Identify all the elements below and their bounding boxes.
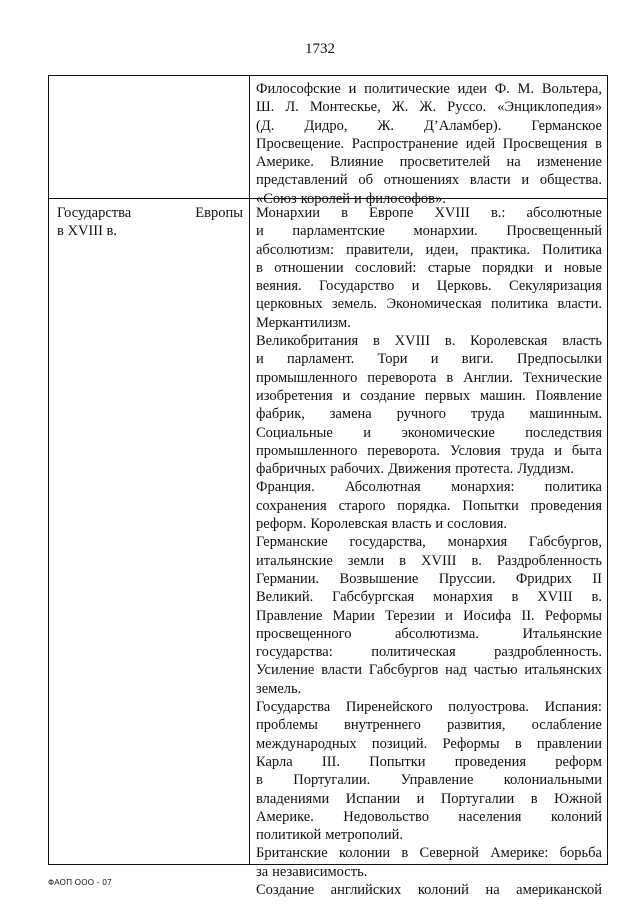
content-line: просвещенного абсолютизма. Итальянские (256, 625, 602, 642)
content-line: за независимость. (256, 863, 368, 880)
content-line: Великобритания в XVIII в. Королевская власть (256, 333, 602, 350)
content-line: представлений об отношениях власти и общества. (256, 172, 602, 189)
content-line: Правление Марии Терезии и Иосифа II. Реформы (256, 607, 602, 624)
content-line: веяния. Государство и Церковь. Секуляризация (256, 278, 602, 295)
content-line: политикой метрополий. (256, 827, 404, 844)
content-line: государства: политическая раздробленность. (256, 644, 602, 661)
row-2-content-cell (256, 204, 602, 899)
content-line: Америке. Влияние просветителей на изменение (256, 154, 602, 171)
topic-line: в XVIII в. (57, 223, 117, 240)
content-line: церковных земель. Экономическая политика власти. (256, 296, 602, 313)
column-divider (249, 76, 250, 864)
footer-document-code: ФАОП ООО - 07 (48, 878, 112, 887)
content-line: абсолютизм: правители, идеи, практика. Политика (256, 241, 602, 258)
content-line: промышленного переворота в Англии. Технические (256, 369, 602, 386)
content-line: Великий. Габсбургская монархия в XVIII в. (256, 589, 602, 606)
content-line: изобретения и создание первых машин. Появление (256, 387, 602, 404)
content-line: Франция. Абсолютная монархия: политика (256, 479, 602, 496)
content-line: земель. (256, 680, 302, 697)
content-line: итальянские земли в XVIII в. Раздробленность (256, 552, 602, 569)
content-line: Усиление власти Габсбургов над частью итальянских (256, 662, 602, 679)
content-line: Государства Пиренейского полуострова. Испания: (256, 699, 602, 716)
content-line: фабричных рабочих. Движения протеста. Луддизм. (256, 461, 574, 478)
content-line: Меркантилизм. (256, 314, 351, 331)
content-line: Америке. Недовольство населения колоний (256, 808, 602, 825)
content-line: владениями Испании и Португалии в Южной (256, 790, 602, 807)
content-line: реформ. Королевская власть и сословия. (256, 516, 508, 533)
content-line: сохранения старого порядка. Попытки проведения (256, 497, 602, 514)
content-line: «Союз королей и философов». (256, 190, 446, 207)
content-line: и парламентские монархии. Просвещенный (256, 223, 602, 240)
content-line: в отношении сословий: старые порядки и новые (256, 259, 602, 276)
page-number: 1732 (305, 41, 335, 57)
content-line: проблемы внутреннего развития, ослабление (256, 717, 602, 734)
row-2-topic-cell (57, 204, 243, 241)
content-line: Социальные и экономические последствия (256, 424, 602, 441)
topic-line: Государства Европы (57, 205, 243, 221)
content-line: в Португалии. Управление колониальными (256, 772, 602, 789)
content-line: Ш. Л. Монтескье, Ж. Ж. Руссо. «Энциклопедия» (256, 99, 602, 116)
content-line: Британские колонии в Северной Америке: борьба (256, 845, 602, 862)
content-line: промышленного переворота. Условия труда и быта (256, 442, 602, 459)
content-line: и парламент. Тори и виги. Предпосылки (256, 351, 602, 368)
content-line: международных позиций. Реформы в правлении (256, 735, 602, 752)
content-line: Германские государства, монархия Габсбургов, (256, 534, 602, 551)
row-1-content-cell (256, 80, 602, 208)
content-line: Философские и политические идеи Ф. М. Вольтера, (256, 81, 602, 97)
content-line: Карла III. Попытки проведения реформ (256, 753, 602, 770)
content-line: Просвещение. Распространение идей Просвещения в (256, 135, 602, 152)
content-line: Создание английских колоний на американской (256, 881, 602, 898)
content-line: (Д. Дидро, Ж. Д’Аламбер). Германское (256, 117, 602, 134)
content-line: Германии. Возвышение Пруссии. Фридрих II (256, 570, 602, 587)
content-line: фабрик, замена ручного труда машинным. (256, 406, 602, 423)
content-line: Монархии в Европе XVIII в.: абсолютные (256, 205, 602, 221)
